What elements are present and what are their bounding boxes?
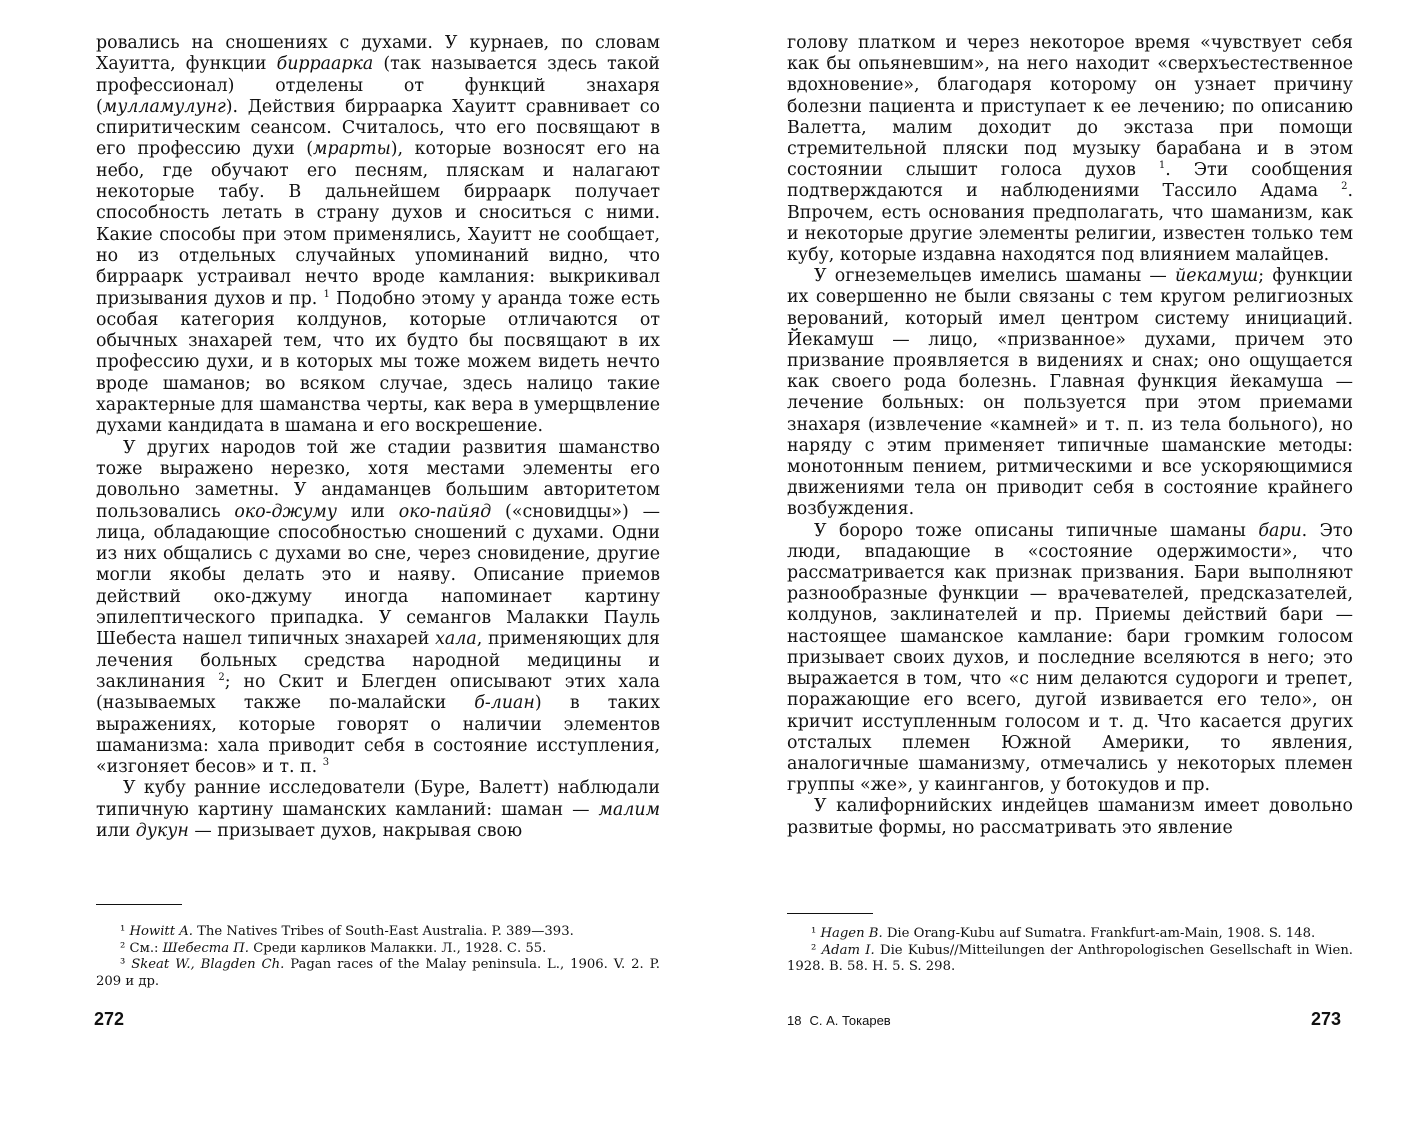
text-run: Die Kubus//Mitteilungen der Anthropologischen Gesellschaft in Wien. 1928. B. 58. H. 5. S. 298. [787, 942, 1354, 975]
text-run: ² [811, 942, 822, 958]
paragraph [96, 33, 660, 438]
paragraph [787, 521, 1353, 797]
italic-term: Hagen B. [820, 926, 883, 941]
paragraph [787, 33, 1353, 266]
text-run: . Впрочем, есть основания предполагать, что шаманизм, как и некоторые другие элементы религии, известен только тем кубу, которые издавна находятся под влиянием малайцев. [787, 181, 1353, 266]
footnote-ref: 2 [1341, 181, 1348, 193]
text-run: ¹ [811, 926, 821, 941]
text-run: ¹ [120, 924, 130, 939]
text-run: ² См.: [120, 940, 163, 956]
text-run: У других народов той же стадии развития шаманство тоже выражено нерезко, хотя местами элементы его довольно заметны. У андаманцев большим авторитетом пользовались [96, 437, 660, 522]
text-run: , применяющих для лечения больных средства народной медицины и заклинания [96, 629, 660, 692]
text-run: ), которые возносят его на небо, где обучают его песням, пляскам и налагают некоторые табу. В дальнейшем бирраарк получает способность летать в страну духов и сноситься с ними. Какие способы при этом применялись, Хауитт не сообщает, но из отдельных случайных упоминаний видно, что бирраарк устраивал нечто вроде камлания: выкрикивал призывания духов и пр. [96, 139, 661, 309]
text-run: Среди карликов Малакки. Л., 1928. С. 55. [249, 940, 547, 956]
text-run: У бороро тоже описаны типичные шаманы [814, 520, 1259, 541]
italic-term: око-джуму [234, 501, 337, 522]
left-footnotes [96, 924, 660, 990]
right-footnote-divider [787, 913, 873, 914]
left-footnote-divider [96, 904, 182, 905]
paragraph [96, 438, 660, 779]
paragraph [96, 778, 660, 842]
text-run: У кубу ранние исследователи (Буре, Валетт) наблюдали типичную картину шаманских камланий: шаман — [96, 778, 660, 820]
footnote [96, 957, 660, 990]
text-run: The Natives Tribes of South-East Australia. P. 389—393. [192, 924, 574, 939]
text-run: — призывает духов, накрывая свою [188, 820, 523, 841]
italic-term: хала [435, 629, 477, 650]
right-body-text [787, 33, 1353, 839]
text-run: или [96, 820, 136, 841]
footnote-ref: 1 [1158, 160, 1166, 172]
italic-term: бари [1258, 520, 1302, 541]
paragraph [787, 266, 1353, 520]
text-run: . Это люди, впадающие в «состояние одержимости», что рассматривается как признак призвания. Бари выполняют разнообразные функции — врачевателей, предсказателей, колдунов, заклинателей и пр. Приемы действий бари — настоящее шаманское камлание: бари громким голосом призывает своих духов, и последние вселяются в него; это выражается в том, что «с ним делаются судороги и трепет, поражающие его всего, дугой извивается его тело», он кричит исступленным голосом и т. д. Что касается других отсталых племен Южной Америки, то явления, аналогичные шаманизму, отмечались у некоторых племен группы «же», у каингангов, у ботокудов и пр. [787, 520, 1354, 796]
italic-term: Howitt A. [129, 924, 193, 939]
footnote-ref: 1 [323, 288, 330, 300]
text-run: ). Действия бирраарка Хауитт сравнивает со спиритическим сеансом. Считалось, что его посвящают в его профессию духи ( [96, 96, 660, 160]
right-page-number: 273 [1311, 1009, 1342, 1029]
text-run: ³ [120, 957, 132, 973]
printer-signature [787, 1013, 899, 1028]
italic-term: бирраарка [276, 54, 374, 75]
text-run: Die Orang-Kubu auf Sumatra. Frankfurt-am-Main, 1908. S. 148. [882, 926, 1316, 941]
italic-term: око-пайяд [398, 501, 492, 522]
footnote-ref: 2 [218, 672, 225, 684]
paragraph [787, 796, 1353, 838]
right-footnotes [787, 926, 1353, 976]
italic-term: малим [598, 799, 660, 820]
italic-term: дукун [135, 820, 189, 841]
right-page [707, 0, 1414, 1131]
text-run: ; но Скит и Блегден описывают этих хала (называемых также по-малайски [96, 671, 660, 714]
italic-term: б-лиан [474, 693, 535, 714]
text-run: У калифорнийских индейцев шаманизм имеет довольно развитые формы, но рассматривать это явление [787, 796, 1353, 838]
footnote [96, 941, 660, 958]
text-run: («сновидцы») — лица, обладающие способностью сношений с духами. Одни из них общались с духами во сне, через сновидение, другие могли якобы делать это и наяву. Описание приемов действий око-джуму иногда напоминает картину эпилептического припадка. У семангов Малакки Пауль Шебеста нашел типичных знахарей [96, 501, 660, 650]
text-run: Подобно этому у аранда тоже есть особая категория колдунов, которые отличаются от обычных знахарей тем, что их будто бы посвящают в их профессию духи, и в которых мы тоже можем видеть нечто вроде шаманов; во всяком случае, здесь налицо такие характерные для шаманства черты, как вера в умерщвление духами кандидата в шамана и его воскрешение. [96, 288, 660, 437]
footnote [96, 924, 660, 941]
text-run: Pagan races of the Malay peninsula. L., 1906. V. 2. P. 209 и др. [96, 957, 660, 989]
text-run: ) в таких выражениях, которые говорят о наличии элементов шаманизма: хала приводит себя в состояние исступления, «изгоняет бесов» и т. п. [96, 693, 660, 778]
footnote [787, 926, 1353, 943]
left-page-number: 272 [94, 1009, 125, 1029]
italic-term: Skeat W., Blagden Ch. [131, 957, 285, 973]
signature-number: 18 [787, 1013, 802, 1028]
left-body-text [96, 33, 660, 842]
footnote-ref: 3 [322, 757, 330, 769]
text-run: (так называется здесь такой профессионал) отделены от функций знахаря ( [96, 54, 660, 117]
italic-term: йекамуш [1175, 266, 1259, 287]
footnote [787, 943, 1353, 976]
italic-term: Шебеста П. [162, 940, 249, 956]
text-run: У огнеземельцев имелись шаманы — [814, 266, 1176, 287]
text-run: голову платком и через некоторое время «чувствует себя как бы опьяневшим», на него находит «сверхъестественное вдохновение», благодаря которому он узнает причину болезни пациента и приступает к ее лечению; по описанию Валетта, малим доходит до экстаза при помощи стремительной пляски под музыку барабана и в этом состоянии слышит голоса духов [787, 33, 1353, 181]
italic-term: Adam I. [821, 942, 875, 958]
italic-term: мулламулунг [102, 96, 226, 117]
text-run: или [336, 501, 399, 522]
text-run: ; функции их совершенно не были связаны с тем кругом религиозных верований, который имел центром систему инициаций. Йекамуш — лицо, «призванное» духами, причем это призвание проявляется в видениях и снах; оно ощущается как своего рода болезнь. Главная функция йекамуша — лечение больных: он пользуется при этом приемами знахаря (извлечение «камней» и т. п. из тела больного), но наряду с этим применяет типичные шаманские методы: монотонным пением, ритмическими и все ускоряющимися движениями тела он приводит себя в состояние крайнего возбуждения. [787, 266, 1353, 520]
text-run: . Эти сообщения подтверждаются и наблюдениями Тассило Адама [787, 160, 1353, 202]
text-run: ровались на сношениях с духами. У курнаев, по словам Хауитта, функции [96, 33, 660, 75]
italic-term: мрарты [313, 139, 391, 160]
signature-author: С. А. Токарев [809, 1013, 891, 1028]
